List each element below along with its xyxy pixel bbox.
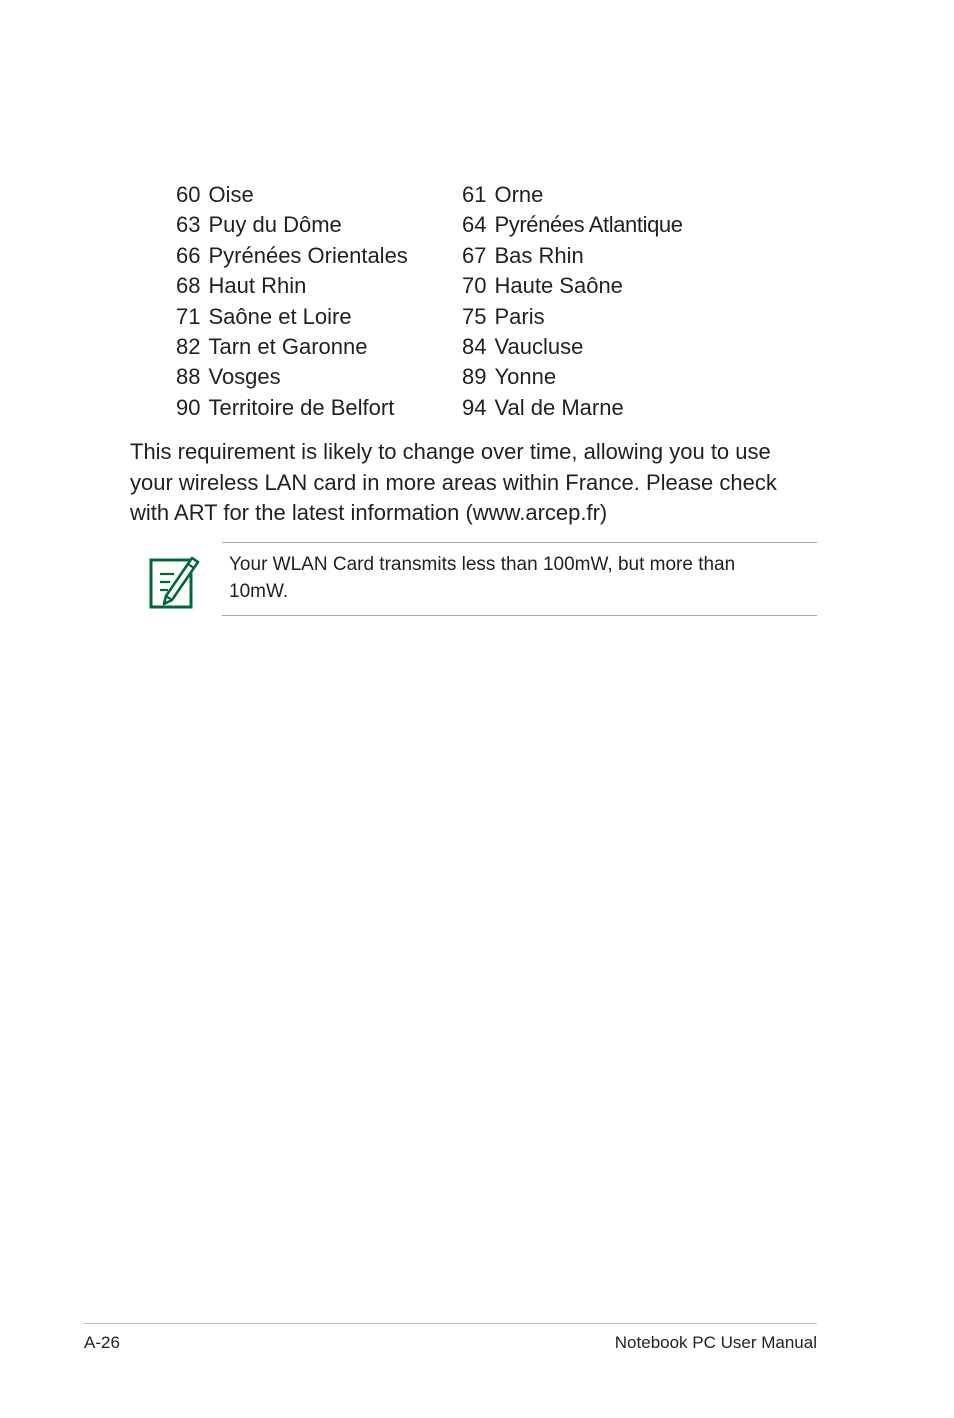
department-name: Bas Rhin <box>494 242 584 268</box>
department-row <box>176 362 776 392</box>
department-number: 70 <box>462 273 487 299</box>
department-item <box>462 241 584 271</box>
department-row <box>176 210 776 240</box>
department-item <box>462 210 683 240</box>
note-pencil-icon <box>148 554 200 610</box>
department-number: 61 <box>462 182 487 207</box>
department-name: Tarn et Garonne <box>208 333 368 359</box>
department-number: 94 <box>462 394 487 420</box>
department-name: Vaucluse <box>494 333 584 359</box>
department-row <box>176 180 776 210</box>
footer-divider <box>84 1323 817 1324</box>
department-name: Vosges <box>208 364 281 390</box>
department-name: Oise <box>208 182 254 207</box>
department-name: Territoire de Belfort <box>208 394 395 420</box>
department-item <box>176 302 352 332</box>
body-line: with ART for the latest information (www.arcep.fr) <box>130 500 608 525</box>
department-item <box>462 302 545 332</box>
department-list <box>176 180 776 423</box>
department-number: 90 <box>176 394 201 420</box>
manual-title: Notebook PC User Manual <box>614 1333 817 1352</box>
note-line: Your WLAN Card transmits less than 100mW, but more than <box>229 554 736 575</box>
department-name: Haute Saône <box>494 273 623 299</box>
note-line: 10mW. <box>229 581 289 602</box>
department-number: 82 <box>176 333 201 359</box>
note-box <box>222 542 817 616</box>
department-item <box>462 332 583 362</box>
department-name: Saône et Loire <box>208 303 352 329</box>
department-row <box>176 241 776 271</box>
department-number: 88 <box>176 364 201 390</box>
note-text <box>229 551 799 605</box>
department-name: Puy du Dôme <box>208 212 342 238</box>
department-number: 63 <box>176 212 201 238</box>
department-item <box>176 332 367 362</box>
department-name: Pyrénées Atlantique <box>494 212 683 238</box>
department-row <box>176 302 776 332</box>
department-name: Orne <box>494 182 544 207</box>
department-number: 64 <box>462 212 487 238</box>
department-item <box>176 393 394 423</box>
department-item <box>462 271 623 301</box>
department-number: 84 <box>462 333 487 359</box>
department-item <box>462 180 543 210</box>
department-item <box>176 180 254 210</box>
department-number: 71 <box>176 303 201 329</box>
department-number: 89 <box>462 364 487 390</box>
department-item <box>176 271 306 301</box>
department-name: Yonne <box>494 364 557 390</box>
department-number: 75 <box>462 303 487 329</box>
department-number: 66 <box>176 242 201 268</box>
department-row <box>176 271 776 301</box>
department-item <box>462 393 624 423</box>
department-item <box>176 210 342 240</box>
department-number: 67 <box>462 242 487 268</box>
department-row <box>176 393 776 423</box>
body-line: This requirement is likely to change over time, allowing you to use <box>130 439 771 464</box>
department-item <box>176 241 408 271</box>
department-name: Haut Rhin <box>208 273 307 299</box>
page-number: A-26 <box>84 1333 120 1352</box>
department-number: 68 <box>176 273 201 299</box>
department-item <box>462 362 556 392</box>
department-number: 60 <box>176 182 201 207</box>
department-name: Paris <box>494 303 545 329</box>
department-item <box>176 362 281 392</box>
body-paragraph <box>130 437 830 529</box>
department-row <box>176 332 776 362</box>
department-name: Val de Marne <box>494 394 624 420</box>
department-name: Pyrénées Orientales <box>208 242 408 268</box>
body-line: your wireless LAN card in more areas within France. Please check <box>130 469 777 495</box>
